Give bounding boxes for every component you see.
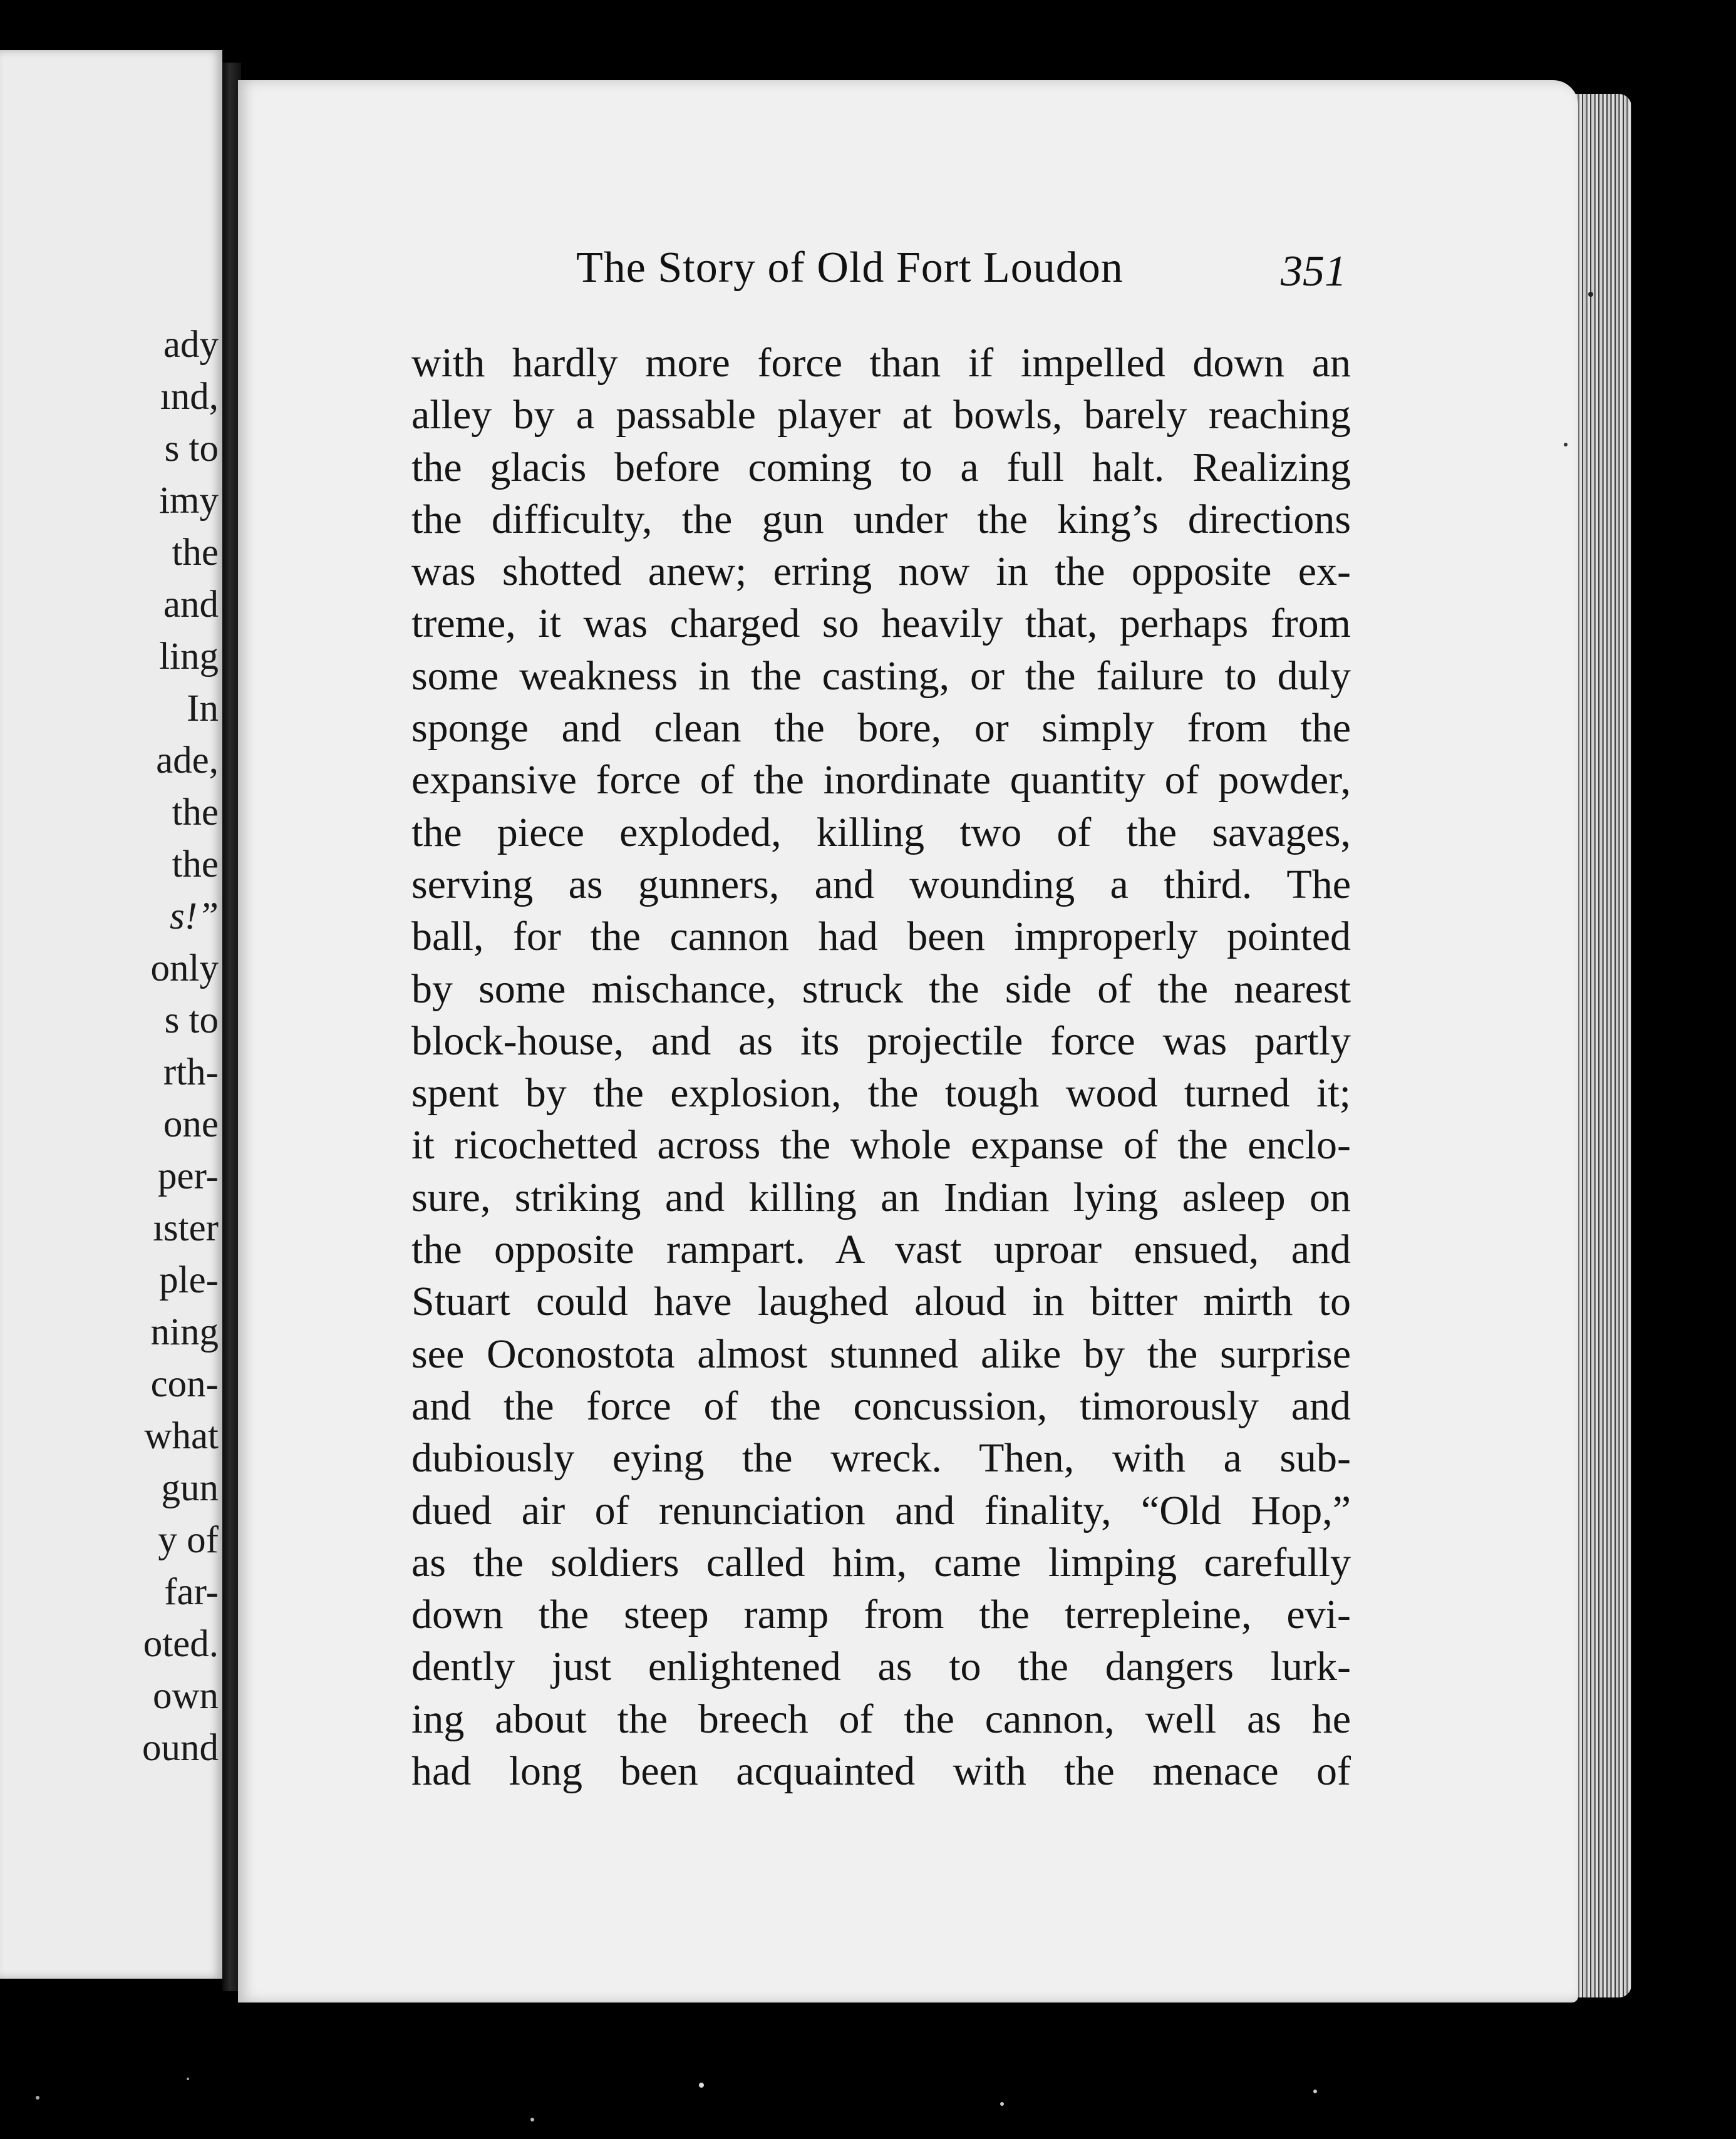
body-line: treme, it was charged so heavily that, perhaps from: [411, 600, 1351, 647]
left-page-line: ning: [150, 1311, 219, 1353]
body-line: the glacis before coming to a full halt. Realizing: [411, 444, 1351, 490]
body-line: by some mischance, struck the side of the nearest: [411, 966, 1351, 1012]
left-page-line: con-: [150, 1363, 219, 1405]
left-page-line: what: [144, 1415, 219, 1457]
body-line: was shotted anew; erring now in the opposite ex-: [411, 549, 1351, 595]
left-page-line: s!”: [170, 895, 219, 937]
left-page-line: ound: [142, 1727, 219, 1769]
left-page-line: ade,: [156, 740, 219, 781]
body-line: the piece exploded, killing two of the savages,: [411, 809, 1351, 855]
left-page-line: s to: [164, 428, 219, 470]
body-text: [411, 337, 1351, 1797]
body-line: the opposite rampart. A vast uproar ensued, and: [411, 1227, 1351, 1273]
left-page-line: ling: [159, 636, 219, 678]
left-page-line: gun: [161, 1467, 219, 1509]
body-line: the difficulty, the gun under the king’s directions: [411, 496, 1351, 542]
left-page-line: ınd,: [160, 376, 219, 418]
running-head: [0, 243, 1736, 296]
left-page-line: the: [172, 843, 219, 885]
left-page-line: y of: [158, 1519, 219, 1561]
left-page-line: s to: [164, 999, 219, 1041]
body-line: dued air of renunciation and finality, “Old Hop,”: [411, 1487, 1351, 1533]
left-page-line: and: [163, 584, 219, 626]
left-page-line: oted.: [143, 1623, 219, 1665]
body-line: Stuart could have laughed aloud in bitter mirth to: [411, 1279, 1351, 1325]
left-page-line: own: [152, 1675, 219, 1717]
body-line: had long been acquainted with the menace of: [411, 1748, 1351, 1795]
body-line: alley by a passable player at bowls, barely reaching: [411, 392, 1351, 438]
body-line: it ricochetted across the whole expanse of the enclo-: [411, 1122, 1351, 1168]
left-page-line: the: [172, 532, 219, 574]
body-line: sponge and clean the bore, or simply from the: [411, 705, 1351, 751]
left-page-line: only: [150, 947, 219, 989]
body-line: some weakness in the casting, or the failure to duly: [411, 652, 1351, 699]
left-page-line: ady: [163, 324, 219, 366]
left-page-line: imy: [159, 480, 219, 522]
body-line: block-house, and as its projectile force was partly: [411, 1018, 1351, 1064]
left-page-line: In: [187, 688, 219, 729]
page-block-edges: [1575, 94, 1631, 1997]
left-page-line: per-: [158, 1155, 219, 1197]
left-page-line: one: [163, 1103, 219, 1145]
left-page-line: the: [172, 791, 219, 833]
body-line: expansive force of the inordinate quantity of powder,: [411, 757, 1351, 803]
body-line: dubiously eying the wreck. Then, with a sub-: [411, 1435, 1351, 1482]
page-number: 351: [1281, 247, 1346, 296]
body-line: ball, for the cannon had been improperly pointed: [411, 914, 1351, 960]
body-line: dently just enlightened as to the dangers lurk-: [411, 1644, 1351, 1690]
body-line: serving as gunners, and wounding a third. The: [411, 861, 1351, 907]
body-line: with hardly more force than if impelled down an: [411, 340, 1351, 386]
body-line: as the soldiers called him, came limping carefully: [411, 1539, 1351, 1585]
body-line: sure, striking and killing an Indian lying asleep on: [411, 1174, 1351, 1220]
left-facing-page: [0, 50, 222, 1979]
body-line: and the force of the concussion, timorously and: [411, 1383, 1351, 1429]
body-line: ing about the breech of the cannon, well as he: [411, 1696, 1351, 1742]
left-page-line: far-: [164, 1571, 219, 1613]
body-line: down the steep ramp from the terrepleine, evi-: [411, 1592, 1351, 1638]
body-line: spent by the explosion, the tough wood turned it;: [411, 1070, 1351, 1116]
running-head-title: The Story of Old Fort Loudon: [576, 244, 1124, 292]
left-page-line: rth-: [163, 1051, 219, 1093]
left-page-line: ıster: [152, 1207, 219, 1249]
left-page-line: ple-: [159, 1259, 219, 1301]
body-line: see Oconostota almost stunned alike by the surprise: [411, 1331, 1351, 1377]
